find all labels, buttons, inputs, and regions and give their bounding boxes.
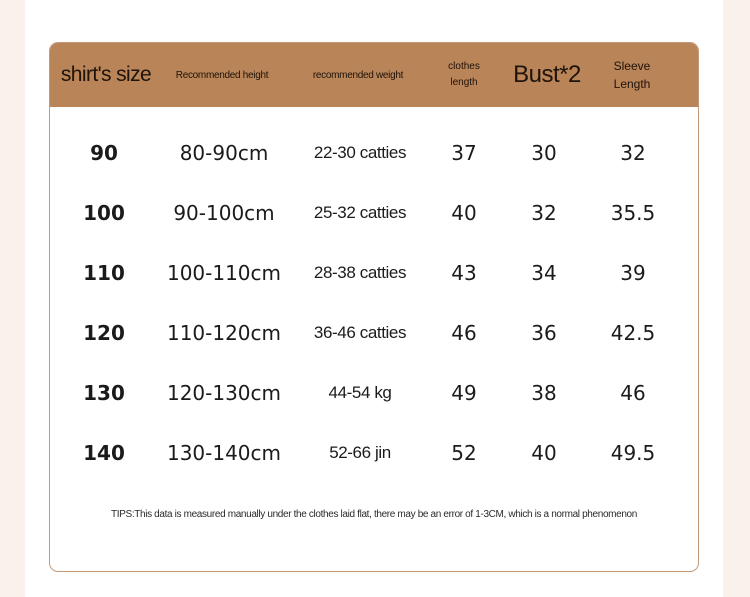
size-chart-card: [49, 42, 699, 572]
header-recommended-weight: recommended weight: [312, 69, 404, 81]
cell-length: 52: [451, 441, 477, 465]
cell-weight: 25-32 catties: [313, 203, 407, 222]
cell-size: 90: [90, 141, 118, 165]
header-sleeve-line2: Length: [613, 77, 651, 91]
cell-weight: 36-46 catties: [313, 323, 407, 342]
table-row: [50, 123, 698, 183]
table-row: [50, 423, 698, 483]
cell-size: 120: [83, 321, 125, 345]
table-row: [50, 183, 698, 243]
header-clothes-length: [440, 43, 488, 107]
cell-length: 43: [451, 261, 477, 285]
table-row: [50, 303, 698, 363]
cell-height: 80-90cm: [179, 141, 269, 165]
cell-length: 49: [451, 381, 477, 405]
cell-bust: 30: [531, 141, 557, 165]
cell-height: 110-120cm: [166, 321, 282, 345]
cell-bust: 40: [531, 441, 557, 465]
table-row: [50, 243, 698, 303]
cell-bust: 34: [531, 261, 557, 285]
cell-weight: 22-30 catties: [313, 143, 407, 162]
cell-weight: 44-54 kg: [328, 383, 392, 402]
cell-size: 110: [83, 261, 125, 285]
cell-bust: 38: [531, 381, 557, 405]
header-sleeve-line1: Sleeve: [613, 59, 651, 73]
cell-sleeve: 32: [620, 141, 646, 165]
cell-sleeve: 42.5: [610, 321, 656, 345]
cell-length: 37: [451, 141, 477, 165]
header-shirt-size: shirt's size: [60, 63, 152, 86]
cell-length: 46: [451, 321, 477, 345]
cell-weight: 52-66 jin: [329, 443, 391, 462]
cell-sleeve: 46: [620, 381, 646, 405]
header-clothes-length-line2: length: [450, 77, 478, 88]
cell-length: 40: [451, 201, 477, 225]
table-row: [50, 363, 698, 423]
cell-bust: 36: [531, 321, 557, 345]
header-sleeve-length: [602, 43, 662, 107]
header-bust: Bust*2: [513, 61, 581, 88]
cell-weight: 28-38 catties: [313, 263, 407, 282]
header-clothes-length-line1: clothes: [448, 61, 480, 72]
cell-height: 130-140cm: [166, 441, 282, 465]
cell-size: 140: [83, 441, 125, 465]
cell-height: 90-100cm: [173, 201, 275, 225]
cell-height: 100-110cm: [166, 261, 282, 285]
cell-sleeve: 35.5: [610, 201, 656, 225]
cell-height: 120-130cm: [166, 381, 282, 405]
cell-sleeve: 39: [620, 261, 646, 285]
measurement-tips: TIPS:This data is measured manually under the clothes laid flat, there may be an error of 1-3CM, which is a normal phenomenon: [111, 509, 637, 520]
cell-sleeve: 49.5: [610, 441, 656, 465]
size-chart-header: [50, 43, 698, 107]
header-recommended-height: Recommended height: [175, 69, 269, 81]
cell-size: 130: [83, 381, 125, 405]
cell-size: 100: [83, 201, 125, 225]
cell-bust: 32: [531, 201, 557, 225]
